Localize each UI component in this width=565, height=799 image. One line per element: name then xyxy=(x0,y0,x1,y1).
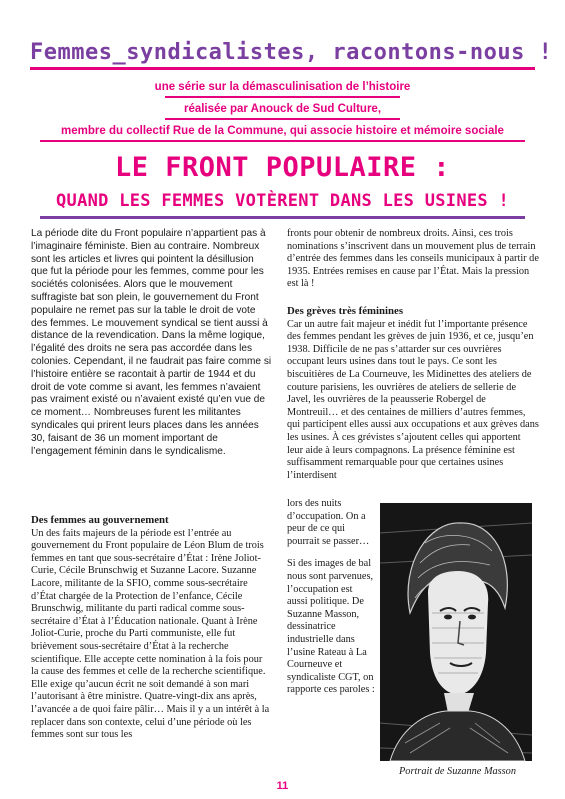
section-text-government: Un des faits majeurs de la période est l’entrée au gouvernement du Front populaire de Léon Blum de trois femmes en tant que sous-secrétaire d’État : Irène Joliot-Curie, Cécile Brunschwig et Suzanne Lacore. Suzanne Lacore, militante de la SFIO, comme sous-secrétaire d’État chargée de la Protection de l’enfance, Cécile Brunschwig, militante du parti radical comme sous-secrétaire d’État à l’Éducation nationale. Quant à Irène Joliot-Curie, proche du Parti communiste, elle fut brièvement sous-secrétaire d’État à la recherche scientifique. Elle accepte cette nomination à la fois pour la cause des femmes et celle de la recherche scientifique. Elle exige qu’aucun écrit ne soit demandé à son mari l’autorisant à être ministre. Quatre-vingt-dix ans après, l’avancée a de quoi faire pâlir… Mais il y a un intérêt à la replacer dans son contexte, celui d’une période où les femmes sont sur tous les xyxy=(31,527,270,741)
subheadline-underline xyxy=(40,216,525,219)
narrow-column xyxy=(287,498,375,697)
column2-continuation: fronts pour obtenir de nombreux droits. Ainsi, ces trois nominations s’inscrivent dans un mouvement plus de terrain d’entrée des femmes dans les conseils municipaux à partir de 1935. Entrées remises en cause par l’État. Mais la pression est là ! xyxy=(287,228,539,290)
narrow-text-1: lors des nuits d’occupation. On a peur de ce qui pourrait se passer… xyxy=(287,498,370,547)
section-strikes xyxy=(287,305,539,482)
narrow-text-2: Si des images de bal nous sont parvenues, l’occupation est aussi politique. De Suzanne Masson, dessinatrice industrielle dans l’usine Rateau à La Courneuve et syndicaliste CGT, on rapporte ces paroles : xyxy=(287,558,375,696)
subtitle-rule-3 xyxy=(40,140,525,142)
title-underline xyxy=(30,67,535,70)
subtitle-rule-2 xyxy=(165,118,400,120)
section-government xyxy=(31,514,272,742)
portrait-caption: Portrait de Suzanne Masson xyxy=(399,766,516,777)
section-heading-government: Des femmes au gouvernement xyxy=(31,514,169,526)
page-number: 11 xyxy=(276,780,289,792)
series-title: Femmes_syndicalistes, racontons-nous ! xyxy=(30,40,553,65)
section-text-strikes: Car un autre fait majeur et inédit fut l’importante présence des femmes pendant les grèves de juin 1936, et ce, jusqu’en 1938. Difficile de ne pas s’attarder sur ces ouvrières occupant leurs usines dans tout le pays. Ce sont les biscuitières de La Courneuve, les Midinettes des ateliers de couture parisiens, les ouvrières de ateliers de sellerie de Javel, les ouvrières de la peausserie Robergel de Montreuil… et des centaines de milliers d’autres femmes, qui participent elles aussi aux occupations et aux grèves dans les usines. À ces grévistes s’ajoutent celles qui apportent leur aide à leurs compagnons. La présence féminine est suffisamment remarquable pour que certaines usines l’interdisent xyxy=(287,318,539,481)
article-subheadline: QUAND LES FEMMES VOTÈRENT DANS LES USINES ! xyxy=(56,191,509,211)
subtitle-line-2: réalisée par Anouck de Sud Culture, xyxy=(183,103,382,115)
portrait-illustration xyxy=(380,503,532,761)
portrait-image xyxy=(380,503,532,761)
subtitle-line-3: membre du collectif Rue de la Commune, qui associe histoire et mémoire sociale xyxy=(61,125,504,137)
intro-paragraph: La période dite du Front populaire n’appartient pas à l’imaginaire féministe. Bien au contraire. Nombreux sont les articles et livres qui pointent la désillusion que fut la période pour les femmes, comme pour les sociétés colonisées. Alors que le mouvement suffragiste bat son plein, le gouvernement du Front populaire ne remet pas sur la table le droit de vote des femmes. Le mouvement syndical se tient aussi à distance de la revendication. Dans la même logique, l’égalité des droits ne sera pas accordée dans les colonies. Cependant, il ne faudrait pas faire comme si l’histoire entière se racontait à partir de 1944 et du droit de vote comme si avant, les femmes n’avaient pas vraiment existé ou n’avaient existé qu’en vue de ce moment… Nombreuses furent les militantes syndicales qui prirent leurs places dans les années 30, faisant de 36 un moment important de l’engagement féminin dans le syndicalisme. xyxy=(31,228,272,457)
subtitle-line-1: une série sur la démasculinisation de l’histoire xyxy=(154,81,411,93)
subtitle-rule-1 xyxy=(165,96,400,98)
section-heading-strikes: Des grèves très féminines xyxy=(287,305,404,317)
paragraph-gap xyxy=(287,548,375,558)
article-headline: LE FRONT POPULAIRE : xyxy=(114,152,451,183)
